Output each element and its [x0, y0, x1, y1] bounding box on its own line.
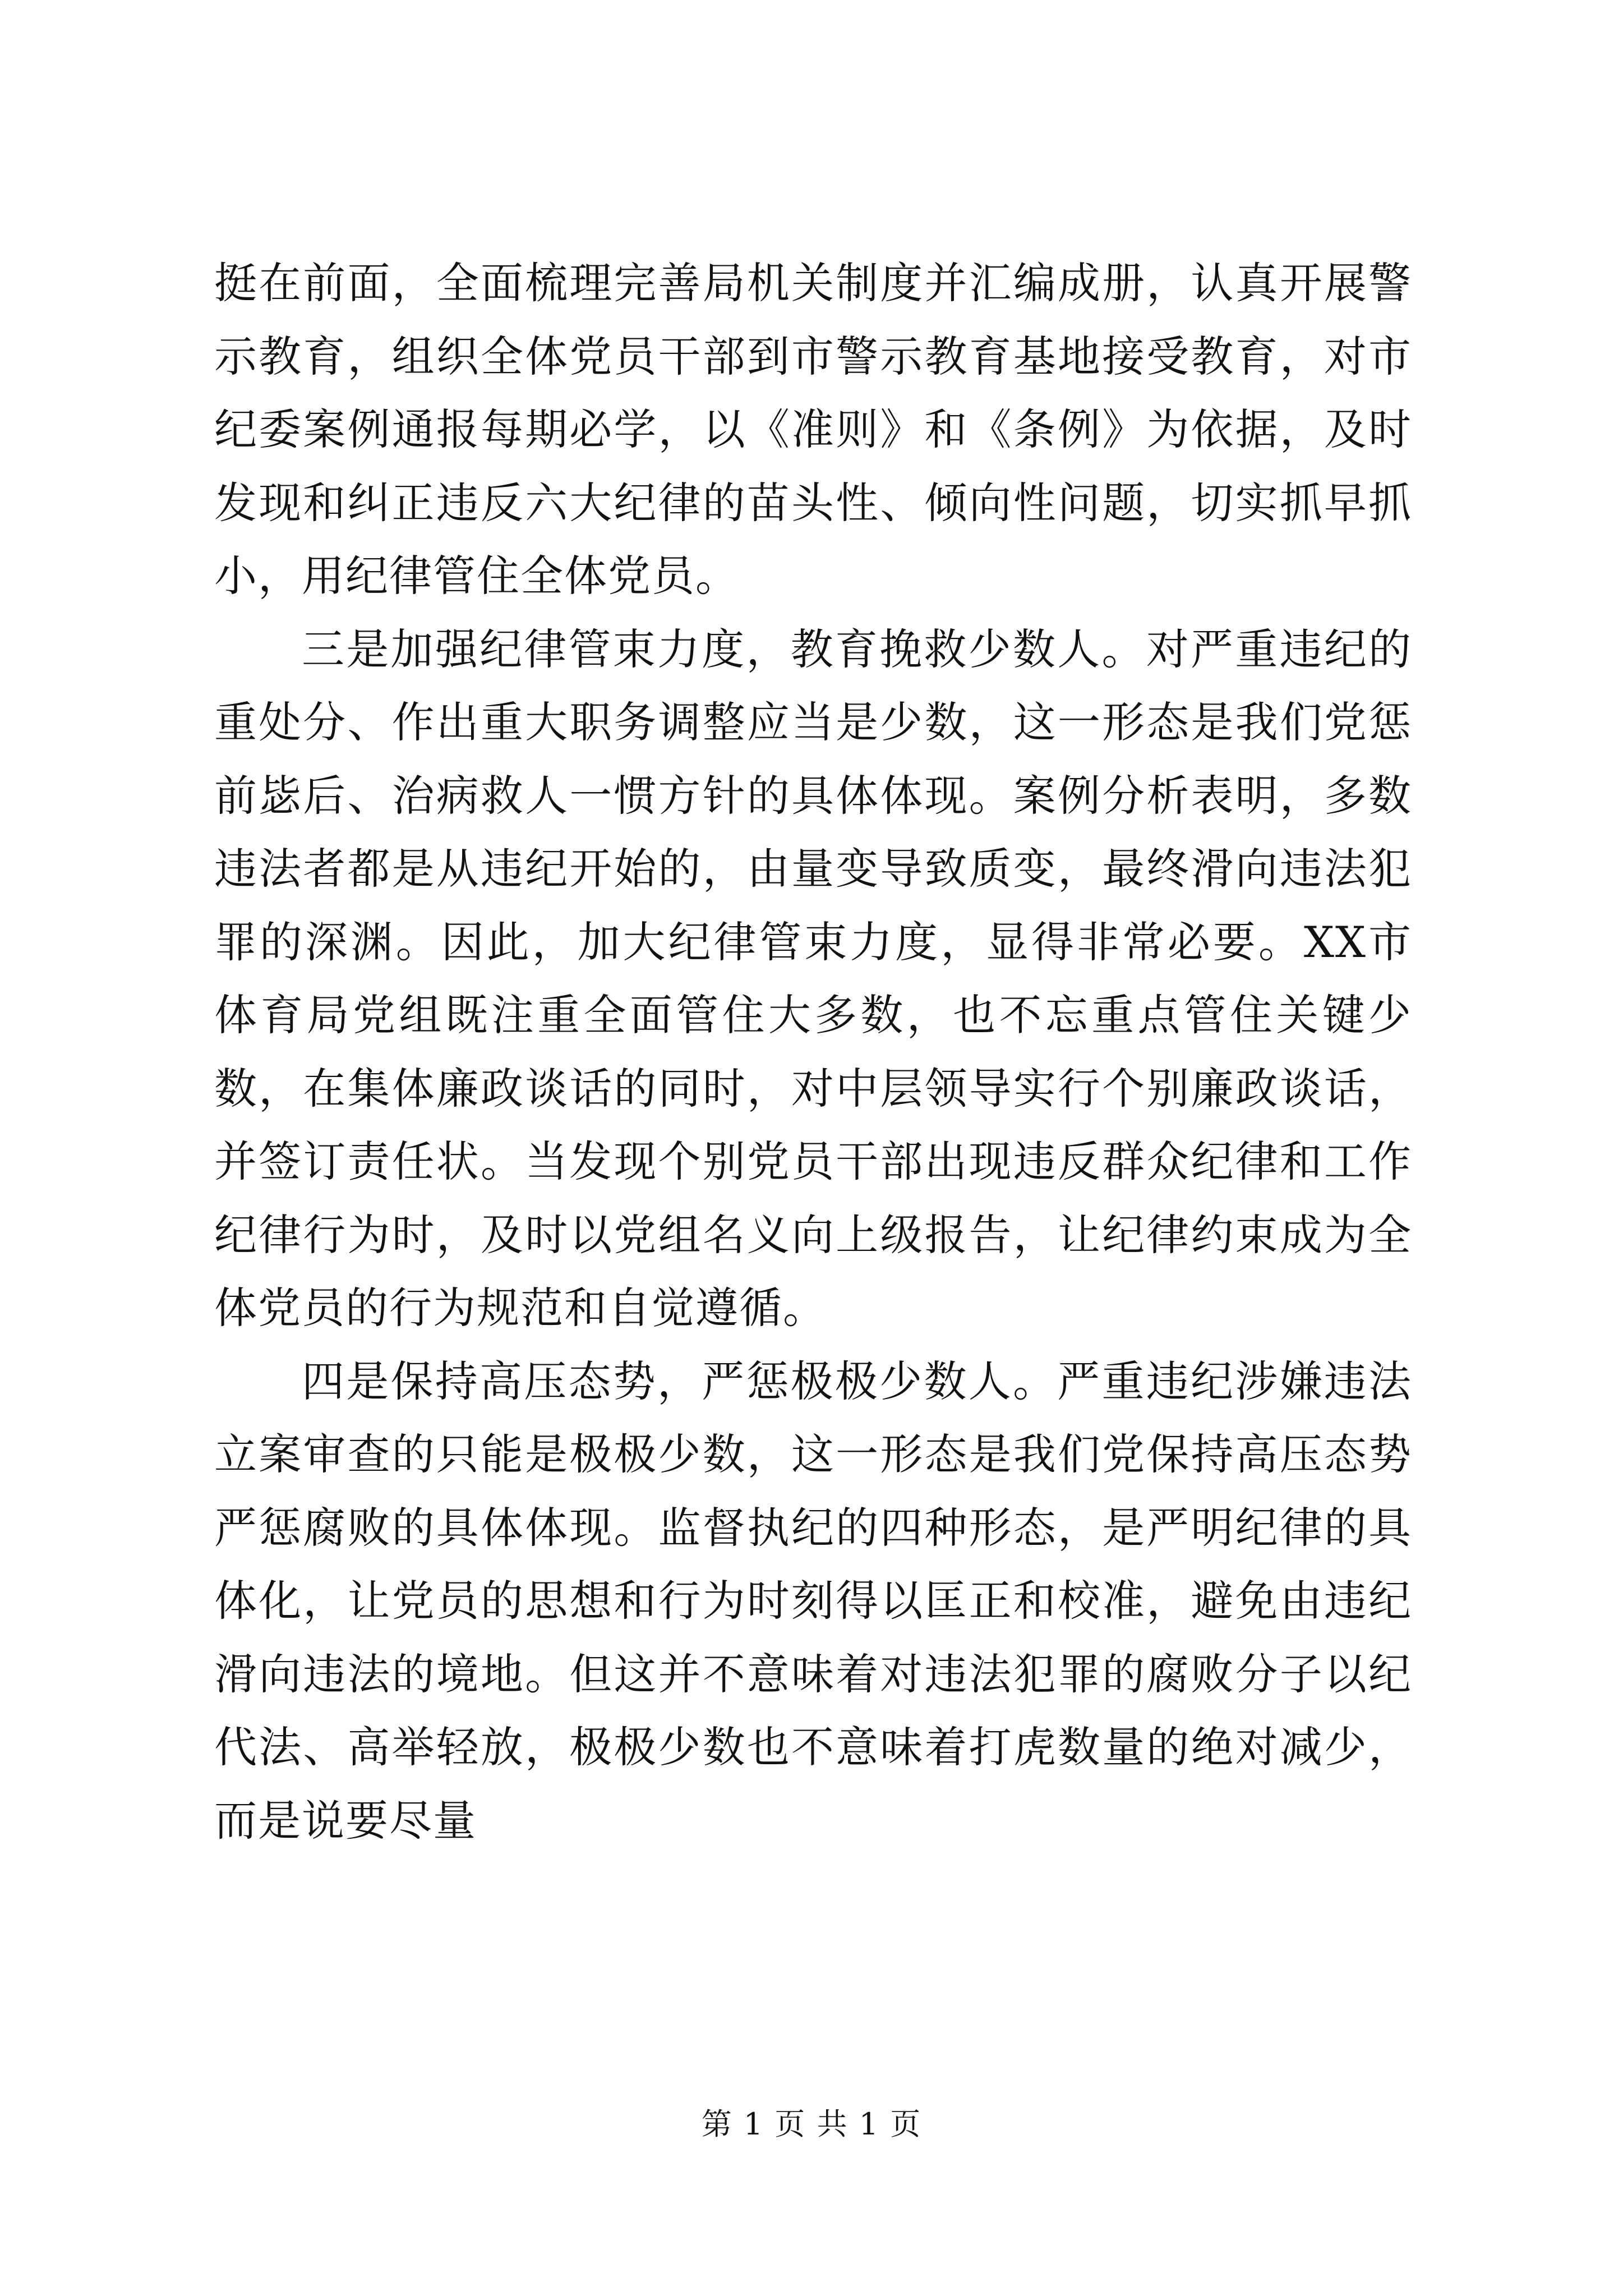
paragraph-1: 挺在前面，全面梳理完善局机关制度并汇编成册，认真开展警示教育，组织全体党员干部到市警示教育基地接受教育，对市纪委案例通报每期必学，以《准则》和《条例》为依据，及时发现和纠正违反六大纪律的苗头性、倾向性问题，切实抓早抓小，用纪律管住全体党员。 [214, 258, 1412, 601]
document-body [214, 247, 1412, 1857]
paragraph-2: 三是加强纪律管束力度，教育挽救少数人。对严重违纪的重处分、作出重大职务调整应当是少数，这一形态是我们党惩前毖后、治病救人一惯方针的具体体现。案例分析表明，多数违法者都是从违纪开始的，由量变导致质变，最终滑向违法犯罪的深渊。因此，加大纪律管束力度，显得非常必要。XX市体育局党组既注重全面管住大多数，也不忘重点管住关键少数，在集体廉政谈话的同时，对中层领导实行个别廉政谈话，并签订责任状。当发现个别党员干部出现违反群众纪律和工作纪律行为时，及时以党组名义向上级报告，让纪律约束成为全体党员的行为规范和自觉遵循。 [214, 624, 1412, 1333]
paragraph-3: 四是保持高压态势，严惩极极少数人。严重违纪涉嫌违法立案审查的只能是极极少数，这一形态是我们党保持高压态势严惩腐败的具体体现。监督执纪的四种形态，是严明纪律的具体化，让党员的思想和行为时刻得以匡正和校准，避免由违纪滑向违法的境地。但这并不意味着对违法犯罪的腐败分子以纪代法、高举轻放，极极少数也不意味着打虎数量的绝对减少，而是说要尽量 [214, 1356, 1412, 1846]
page-footer: 第 1 页 共 1 页 [701, 2106, 922, 2142]
